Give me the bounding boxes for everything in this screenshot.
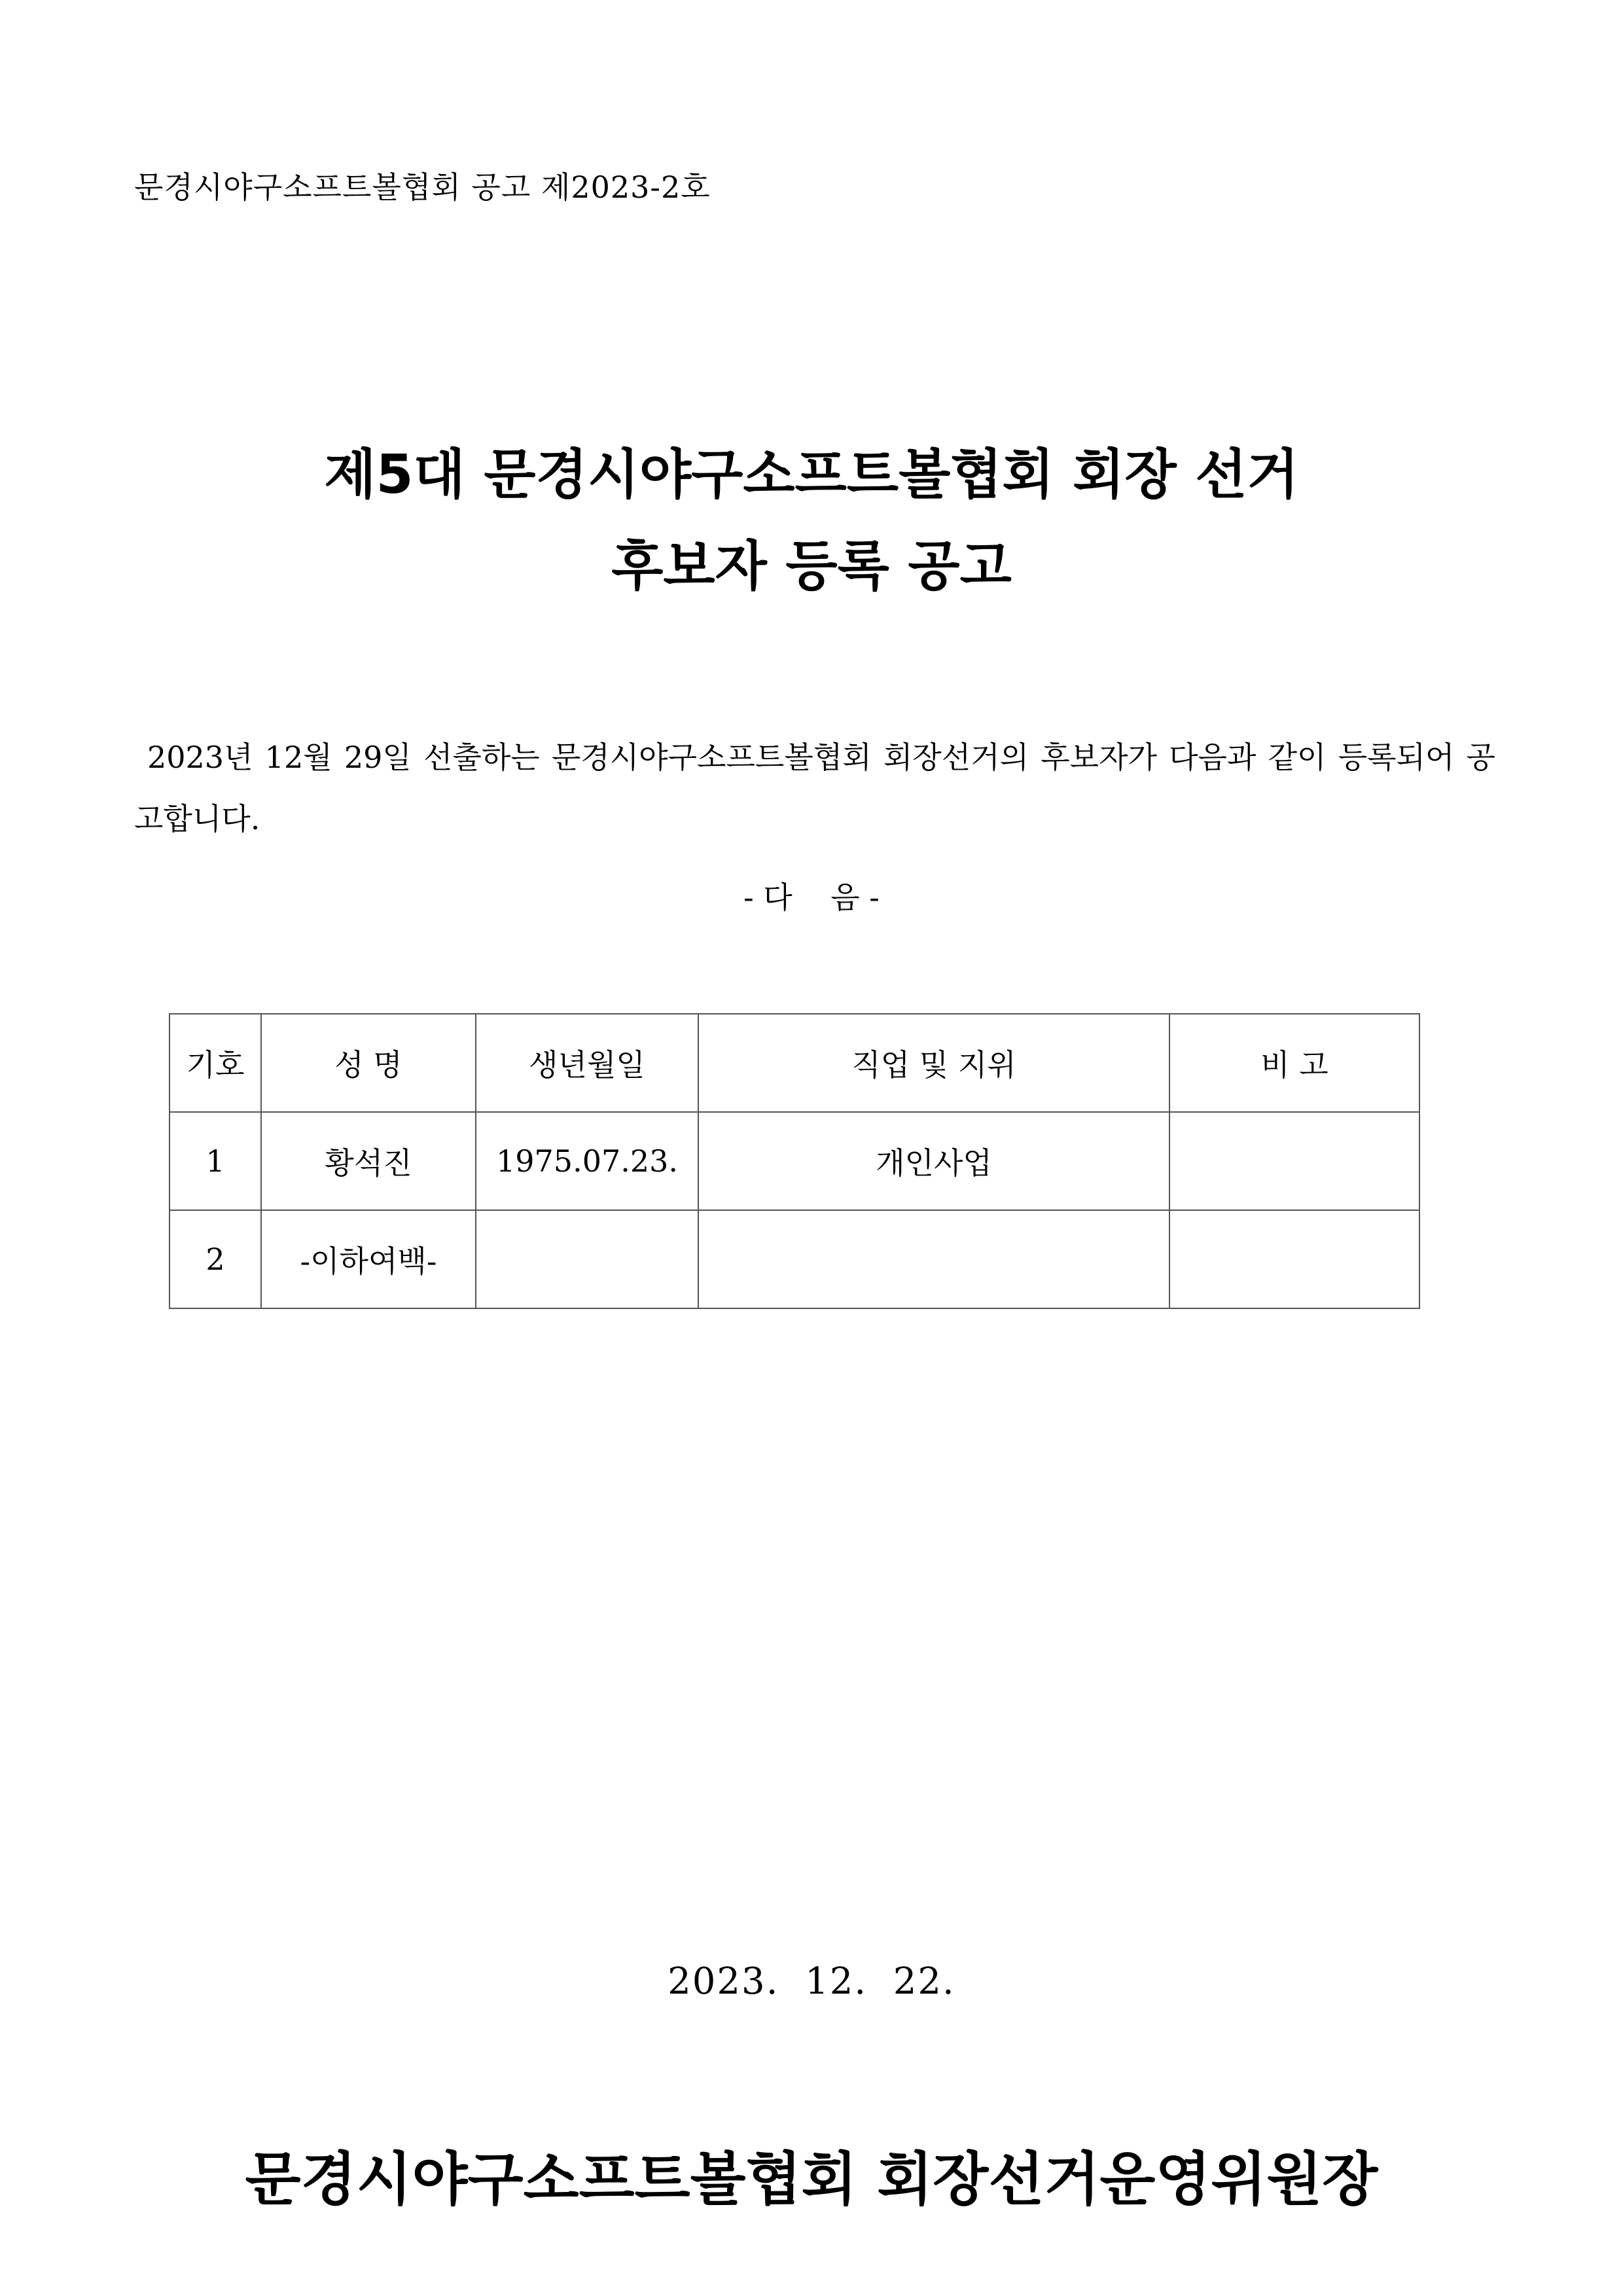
- cell-number: 2: [169, 1210, 261, 1308]
- candidate-table: [169, 1013, 1420, 1309]
- issuer-signature: 문경시야구소프트볼협회 회장선거운영위원장: [245, 2145, 1378, 2213]
- column-header-occupation: 직업 및 지위: [698, 1014, 1169, 1112]
- cell-remarks: [1169, 1112, 1419, 1210]
- column-header-number: 기호: [169, 1014, 261, 1112]
- cell-occupation: [698, 1210, 1169, 1308]
- cell-name: -이하여백-: [261, 1210, 476, 1308]
- column-header-name: 성 명: [261, 1014, 476, 1112]
- section-separator: - 다 음 -: [743, 880, 880, 915]
- body-paragraph: 2023년 12월 29일 선출하는 문경시야구소프트볼협회 회장선거의 후보자가 다음과 같이 등록되어 공고합니다.: [134, 740, 1495, 836]
- cell-remarks: [1169, 1210, 1419, 1308]
- document-title-line-1: 제5대 문경시야구소프트볼협회 회장 선거: [324, 444, 1299, 506]
- notice-number: 문경시야구소프트볼협회 공고 제2023-2호: [134, 170, 711, 205]
- cell-name: 황석진: [261, 1112, 476, 1210]
- cell-number: 1: [169, 1112, 261, 1210]
- table-row: [169, 1112, 1419, 1210]
- column-header-birthdate: 생년월일: [476, 1014, 698, 1112]
- column-header-remarks: 비 고: [1169, 1014, 1419, 1112]
- table-header-row: [169, 1014, 1419, 1112]
- announcement-date: 2023. 12. 22.: [668, 1960, 955, 2003]
- cell-occupation: 개인사업: [698, 1112, 1169, 1210]
- cell-birthdate: 1975.07.23.: [476, 1112, 698, 1210]
- table-row: [169, 1210, 1419, 1308]
- document-title-line-2: 후보자 등록 공고: [611, 535, 1012, 598]
- cell-birthdate: [476, 1210, 698, 1308]
